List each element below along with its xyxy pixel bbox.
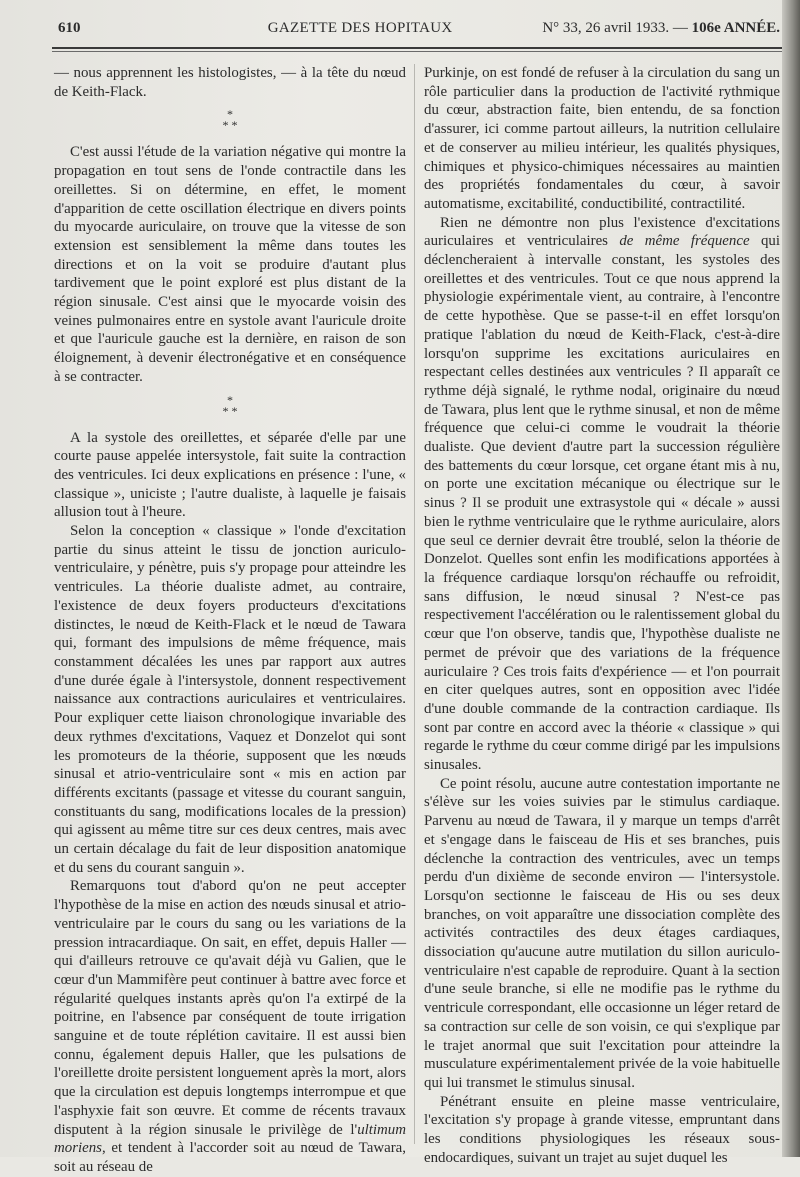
paragraph [54, 877, 406, 1176]
page-edge-shadow [782, 0, 800, 1157]
issue-year: 106e ANNÉE. [691, 20, 780, 36]
paragraph: Selon la conception « classique » l'onde d'excitation partie du sinus atteint le tissu de jonction auriculo-ventriculaire, y pénètre, puis s'y propage pour atteindre les ventricules. La théorie dualiste admet, au contraire, l'existence de deux foyers producteurs d'excitations distinctes, le nœud de Keith-Flack et le nœud de Tawara qui, formant des impulsions de même fréquence, mais constamment décalées les unes par rapport aux autres d'une durée égale à l'intersystole, donnent respectivement naissance aux contractions auriculaires et ventriculaires. Pour expliquer cette liaison chronologique invariable des deux rythmes d'excitations, Vaquez et Donzelot qui sont les promoteurs de la théorie, supposent que les nœuds sinusal et atrio-ventriculaire sont « mis en action par différents excitants (passage et vitesse du courant sanguin, constituants du sang, modifications locales de la pression) qui agissent au même titre sur ces deux centres, mais avec un certain décalage du fait de leur disposition anatomique et du sens du courant sanguin ». [54, 523, 406, 876]
paragraph: — nous apprennent les histologistes, — à la tête du nœud de Keith-Flack. [54, 65, 406, 100]
page-number: 610 [58, 20, 81, 36]
column-divider [414, 64, 415, 1144]
separator-stars: * * [222, 403, 238, 418]
header-rule-thick [52, 47, 782, 49]
paragraph-text: Rien ne démontre non plus l'existence d'excitations auriculaires et ventriculaires [424, 214, 780, 250]
separator-star: * [227, 392, 233, 407]
journal-title: GAZETTE DES HOPITAUX [267, 20, 453, 36]
left-column [54, 64, 406, 1177]
paragraph: Ce point résolu, aucune autre contestation importante ne s'élève sur les voies suivies par le stimulus cardiaque. Parvenu au nœud de Tawara, il y marque un temps d'arrêt et s'engage dans le faisceau de His et ses branches, puis déclenche la contraction des ventricules, avec un temps perdu d'un dixième de seconde environ — l'intersystole. Lorsqu'on sectionne le faisceau de His ou ses deux branches, on voit apparaître une dissociation complète des activités contractiles des deux étages cardiaques, dissociation qu'aucune autre mutilation du sillon auriculo-ventriculaire n'est capable de reproduire. Quant à la section d'une seule branche, si elle ne modifie pas le rythme du ventricule correspondant, elle occasionne un léger retard de sa contraction sur celle de son voisin, ce qui s'explique par le trajet anormal que suit l'excitation pour atteindre la musculature expérimentalement privée de la voie habituelle qui lui transmet le stimulus sinusal. [424, 775, 780, 1091]
paragraph: Pénétrant ensuite en pleine masse ventriculaire, l'excitation s'y propage à grande vitesse, empruntant dans les conditions physiologiques les réseaux sous-endocardiques, suivant un trajet au sujet duquel les [424, 1093, 780, 1166]
section-separator [54, 392, 406, 418]
issue-line [542, 20, 780, 37]
separator-star: * [227, 107, 233, 122]
section-separator [54, 109, 406, 131]
latin-term: ultimum moriens [54, 1121, 406, 1157]
emphasis: de même fréquence [619, 233, 750, 250]
issue-date: N° 33, 26 avril 1933. — [542, 20, 688, 36]
paragraph-text: qui déclencheraient à intervalle constant, les systoles des oreillettes et des ventricules. Tout ce que nous apprend la physiologie expérimentale vient, au contraire, à l'encontre de cette hypothèse. Que se passe-t-il en effet lorsqu'on pratique l'ablation du nœud de Keith-Flack, c'est-à-dire lorsqu'on supprime les excitations auriculaires en respectant celles destinées aux ventricules ? Il apparaît ce rythme déjà signalé, le rythme nodal, originaire du nœud de Tawara, plus lent que le rythme sinusal, et non de même fréquence que celui-ci comme le voudrait la théorie dualiste. Que devient d'autre part la succession régulière des battements du cœur lorsque, cet organe étant mis à nu, on porte une excitation mécanique ou électrique sur le sinus ? Il se produit une extrasystole qui « décale » aussi bien le rythme ventriculaire que le rythme auriculaire, alors que seul ce dernier devrait être troublé, selon la théorie de Donzelot. Quelles sont enfin les modifications apportées à la fréquence cardiaque lorsqu'on réchauffe ou refroidit, sans diffusion, le nœud sinusal ? N'est-ce pas respectivement l'accélération ou le ralentissement global du cœur que l'on observe, tandis que, l'hypothèse dualiste ne permet de prévoir que des variations de la fréquence auriculaire ? Ces trois faits d'expérience — et l'on pourrait en citer quelques autres, sont en opposition avec l'idée d'une double commande de la contraction cardiaque. Ils sont par contre en accord avec la théorie « classique » qui regarde le rythme du cœur comme dirigé par les impulsions sinusales. [424, 233, 780, 774]
paragraph [424, 214, 780, 775]
paragraph-text: Remarquons tout d'abord qu'on ne peut accepter l'hypothèse de la mise en action des nœuds sinusal et atrio-ventriculaire par le cours du sang ou les variations de la pression intracardiaque. On sait, en effet, depuis Haller — qui d'ailleurs retrouve ce qu'avait déjà vu Galien, que le cœur d'un Mammifère peut continuer à battre avec force et régularité quelques instants après qu'on l'a extirpé de la poitrine, en l'absence par conséquent de toute irrigation sanguine et de toute réplétion cavitaire. Il est aussi bien connu, également depuis Haller, que les pulsations de l'oreillette droite persistent longuement après la mort, alors que la circulation est depuis longtemps interrompue et que l'asphyxie fait son œuvre. Et comme de récents travaux disputent à la région sinusale le privilège de l' [54, 878, 406, 1138]
paragraph-text: , et tendent à l'accorder soit au nœud de Tawara, soit au réseau de [54, 1140, 406, 1175]
header-rule-thin [52, 51, 782, 52]
paragraph: A la systole des oreillettes, et séparée d'elle par une courte pause appelée intersystole, fait suite la contraction des ventricules. Ici deux explications en présence : l'une, « classique », uniciste ; l'autre dualiste, à laquelle je faisais allusion tout à l'heure. [54, 429, 406, 521]
paragraph: Purkinje, on est fondé de refuser à la circulation du sang un rôle particulier dans la production de l'activité rythmique du cœur, abstraction faite, bien entendu, de sa fonction d'assurer, ici comme partout ailleurs, la nutrition cellulaire et de conserver au milieu intérieur, les qualités physiques, chimiques et physico-chimiques nécessaires au maintien des propriétés fondamentales du cœur, à savoir automatisme, excitabilité, conductibilité, contractilité. [424, 65, 780, 212]
right-column [424, 64, 780, 1167]
paragraph: C'est aussi l'étude de la variation négative qui montre la propagation en tout sens de l'onde contractile dans les oreillettes. Si on détermine, en effet, le moment d'apparition de cette oscillation électrique en divers points du myocarde auriculaire, on trouve que la vitesse de son extension est sensiblement la même dans toutes les directions et on la voit se produire d'autant plus tardivement que le point exploré est plus distant de la région sinusale. C'est ainsi que le myocarde voisin des veines pulmonaires entre en systole avant l'auricule droite et que l'auricule gauche est la dernière, en raison de son éloignement, à devenir électronégative et en conséquence à se contracter. [54, 144, 406, 385]
separator-stars: * * [222, 118, 238, 133]
page-header [58, 20, 780, 46]
